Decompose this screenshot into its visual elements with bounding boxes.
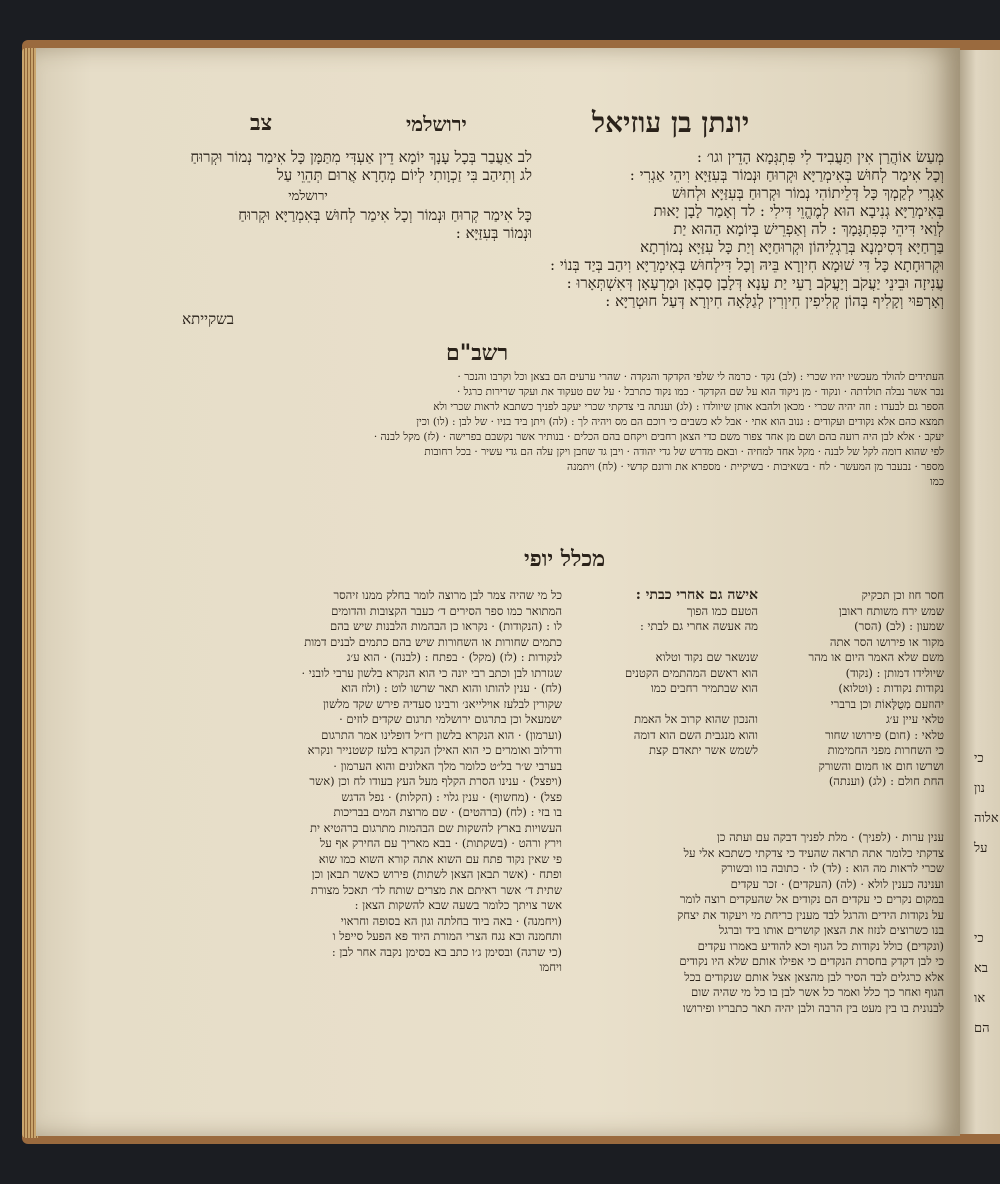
text-line: כי השחרות מפני החמימות <box>827 743 944 757</box>
text-line: לב אַעֲבַר בְּכָל עָנָךְ יוֹמָא דֵין אַעְדִּי מִתַּמָּן כָּל אִימַר נְמוֹר וּקְרוּחַ <box>190 148 532 166</box>
text-line: פי שאין נקוד פתח עם השוא אתה קורא השוא כמו שוא <box>318 851 562 866</box>
text-line: וּנְמוֹר בְּעִזַּיָּא : <box>455 224 532 242</box>
text-line: בְּאִימְרַיָּא גְנִיבָא הוּא לְמֶהֱוֵי דִּילִי : לד וְאָמַר לָבָן יָאוּת <box>653 202 944 220</box>
text-line: טלאי עיין ע׳ג <box>886 712 944 726</box>
text-line: אשר צויתך כלומר בשעה שבא להשקות הצאן : <box>354 898 562 912</box>
text-line: טלאי : (חום) פירושו שחור <box>825 727 944 742</box>
next-page-fragment: על <box>974 841 988 856</box>
text-line: נקודות נקודות : (וטלוא) <box>838 681 944 695</box>
text-line: (ויפצל) · ענינו הסרת הקלף מעל העץ בעודו לח וכן (אשר <box>309 774 562 788</box>
text-line: אַגְרִי לְקַמְךְ כָּל דְּלֵיתוֹהִי נְמוֹר וּקְרוּחַ בְּעִזַּיָּא וּלְחוּשׁ <box>672 184 944 202</box>
text-line: יהוזעם מְטֻלָּאוֹת וכן ברברי <box>830 696 944 711</box>
text-line: וּקְרוּחָתָא כָּל דִּי שׁוּמָא חִיוְרָא בֵּיהּ וְכָל דִּילְחוּשׁ בְּאִימְרַיָּא וִיהַב בְּיַד בְּנוֹי : <box>550 256 944 274</box>
text-line <box>570 697 758 713</box>
text-line: משם שלא האמר היום או מהר <box>808 650 944 664</box>
mikhlal-left-column <box>154 588 562 976</box>
text-line: תמצא כהם אלא נקודים ועקודים : גנוב הוא אתי · אבל לא כשבים כי רוכם הם מס ויהיה לך : (לה) ויתן ביד בניו · של לבן : (לו) וכין <box>416 416 944 428</box>
text-line: וירץ ורהט · (בשקתות) · בבא מאריך עם החירק אף על <box>319 836 562 850</box>
text-line-short: בשקייתא <box>182 310 234 328</box>
text-line: הטעם כמו הפוך <box>686 603 758 618</box>
text-line: לפי שהוא דומה לקל של לבנה · מקל אחד למחיה · ובאם מדרש של גדי יהודה · ויבן גד שחבן ויקן עלה הם גדי עשיר · בכל רחובות <box>424 446 944 458</box>
text-line: לנקודות : (לז) (מקל) · בפתח : (לבנה) · הוא ע׳ג <box>346 650 562 664</box>
text-line: כָּל אִימַר קְרוּחַ וּנְמוֹר וְכָל אִימַר לְחוּשׁ בְּאִמְרַיָּא וּקְרוּחַ <box>238 206 532 224</box>
text-line: (כי שרגה) ובסימן ג׳ו כתב בא בסימן נקבה אחר לבן : <box>331 944 562 959</box>
text-line: הגוף ואחר כך כלל ואמר כל אשר לבן בו כל מי שהיה שום <box>691 985 944 999</box>
text-line: בנו כשרוצים לנזוז את הצאן קושרים אותו ביד וברגל <box>718 923 944 937</box>
jerusalmi-subheading: ירושלמי <box>288 189 328 204</box>
next-page-fragment: הם <box>974 1021 990 1036</box>
text-line: ותחמנה ובא נגח הצרי המורת היוד פא הפעל סייפל ו <box>332 929 562 943</box>
next-page-fragment: בא <box>974 961 989 976</box>
text-line: בו בזי : (לח) (ברהטים) · שם מרוצת המים בבריכות <box>333 805 562 819</box>
text-line: העתידים להולד מעכשיו יהיו שכרי : (לב) נקד · כרמה לי שלפי הקדקד והנקדה · שהרי ערעים הם בצאן וכל וקרבו והנכר · <box>457 371 944 383</box>
running-title-right: יונתן בן עוזיאל <box>592 106 750 139</box>
mikhlal-middle-column <box>570 588 758 759</box>
rashbam-heading: רשב"ם <box>446 340 509 366</box>
text-line: ענין ערות · (לפניך) · מלת לפניך דבקה עם ועתה כן <box>716 830 944 844</box>
text-line: לשמש אשר יתאדם קצת <box>649 743 758 757</box>
text-line: חסר חוז וכן תכקיק <box>861 588 944 602</box>
next-page-fragment: אלוה <box>974 811 999 826</box>
text-line: ושרשו חום או חמום והשורק <box>818 758 944 773</box>
targum-left-column <box>84 148 532 242</box>
running-title-left: ירושלמי <box>406 112 467 136</box>
next-page-fragment: או <box>974 991 986 1006</box>
text-line: וענינה כענין לולא · (לה) (העקדים) · זכר עקדים <box>730 876 944 891</box>
text-line: המתואר כמו ספר הסירים ד׳ כעבר הקצובות והדומים <box>331 603 562 618</box>
rashbam-commentary <box>84 370 944 490</box>
text-line: והוא מנגבית השם הוא דומה <box>633 727 758 742</box>
text-line: שמש ירח משותח ראובן <box>838 603 944 618</box>
mikhlal-bottom-right-column <box>570 830 944 1016</box>
text-line: ודרלוב ואומרים כי הוא האילן הנקרא בלעז קשטנייר ונקרא <box>307 743 562 757</box>
text-line: פצל) · (מחשוף) · ענין גלוי : (הקלות) · נפל הדגש <box>341 789 562 804</box>
text-line: (ויחמנה) · באה ביוד בחלתה וגון הא בסופה וחראוי <box>340 913 562 928</box>
text-line: נכר אשר נבלה תולדתה · ונקוד · מן ניקוד הוא על שם הקדקד · כמו נקוד כתרבל · על שם טעקוד את ועקד שרירות כרגל · <box>457 386 944 398</box>
text-line: הוא ראשם המהתמים הקטנים <box>624 665 758 680</box>
text-line-short: כמו <box>929 476 944 488</box>
text-line: לג וְתִיהַב בִּי זַכְוָותִי לְיוֹם מְחָרָא אֲרוּם תְּהֵוֵי עַל <box>276 166 532 184</box>
text-line: על נקודות הידים והרגל לבד מענין כריחת מי ויעקוד את יצחק <box>677 907 944 922</box>
text-line: (וערמון) · הוא הנקרא בלשון רז״ל דופלינו אמר התרגום <box>321 727 562 742</box>
mikhlal-yofi-heading: מכלל יופי <box>524 546 606 572</box>
text-line: אישה גם אחרי כבתי : <box>635 588 758 603</box>
text-line: שקורין לבלעז אוילייאנ׳ ורבינו סעדיה פירש שקד מלשון <box>323 696 562 711</box>
text-line: מְעַשׂ אוֹהֲרַן אִין תַּעֲבִיד לִי פִּתְגְּמָא הָדֵין וגו׳ : <box>696 148 944 166</box>
text-line: כי לבן דקדק בחסרת הנקדים כי אפילו אותם שלא היו נקודים <box>679 954 944 968</box>
text-line: שנשאר שם נקוד וטלוא <box>655 650 758 664</box>
text-line: (ונקדים) כולל נקודות כל הגוף וכא להודיע באמרו עקדים <box>697 938 944 953</box>
text-line: עֲנִיזָה וּבֵינֵי יַעֲקֹב וְיַעֲקֹב רָעֵי יַת עָנָא דְּלָבָן סַבְאָן וּמַרְעָאָן דְּאִשְׁתְּאָרוּ : <box>566 274 944 292</box>
text-line: (לח) · ענין להותו והוא תאר שרשו לוט : (ולוז הוא <box>341 681 562 695</box>
text-line: וְאָרְפּוּי וְקָלִיף בְּהוֹן קְלִיפִין חִיוְרִין לְגַלָּאָה חִיוְרָא דְּעַל חוּטְרַיָּא : <box>605 292 944 310</box>
text-line: ויחמו <box>539 960 562 974</box>
text-line: הוא שבתמיר רחבים כמו <box>650 681 758 695</box>
text-line: צדקתי כלומר אתה תראה שהעיד כי צדקתי כשתבא אלי על <box>683 845 944 860</box>
text-line: העשויות בארץ להשקות שם הבהמות מתרגום ברהטיא ית <box>309 820 562 835</box>
text-line: בַּרְחַיָּא דְּסִימְנָא בְּרַגְלֵיהוֹן וּקְרוּחַיָּא וְיַת כָּל עִזַּיָּא נְמוֹרְתָא <box>640 238 944 256</box>
text-line: לְוַאי דִּיהֵי כְּפִתְגָּמָךְ : לה וְאַפְרֵישׁ בְּיוֹמָא הַהוּא יַת <box>673 220 944 238</box>
text-line <box>570 635 758 651</box>
text-line: שגזרתו לבן וכתב רבי יונה כי הוא הנקרא בלשון ערבי לובני · <box>301 665 562 680</box>
mikhlal-right-column <box>766 588 944 790</box>
text-line: יעקב · אלא לבן היה רועה בהם ושם מן אחד צפור משם כדי הצאן רחבים ויקחם בהם הכלים · בנותיר אשר נקשבם בפרישה · (לז) מקל לבנה · <box>373 431 944 443</box>
text-line: שתית ד׳ אשר ראיתם את מצרים שותח לד׳ תאכל מצורת <box>310 882 562 897</box>
next-page-fragment: נון <box>974 781 985 796</box>
next-page-fragment: כי <box>974 751 984 766</box>
targum-right-column <box>542 148 944 256</box>
text-line: וְכָל אִימַר לְחוּשׁ בְּאִימְרַיָּא וּקְרוּחַ וּנְמוֹר בְּעִזַּיָּא וִיהֵי אַגְרִי : <box>629 166 944 184</box>
text-line: ישמעאל וכן בתרגום ירושלמי תרגום שקדים לוזים · <box>339 712 562 726</box>
text-line: לבנונית בו בין מעט בין הרבה ולבן יהיה תאר כתבריו ופירושו <box>682 1000 944 1015</box>
text-line: מקור או פירושו הסר אתה <box>829 634 944 649</box>
text-line: אלא כרגלים לבד הסיר לבן מהצאן אצל אותם שנקודים בכל <box>684 969 944 984</box>
text-line: כל מי שהיה צמר לבן מרוצה לומר בחלק ממנו זיהסר <box>333 588 562 602</box>
text-line: לו : (הנקודות) · נקראו כן הבהמות הלבנות שיש בהם <box>329 619 562 633</box>
text-line: כתמים שחורות או השחורות שיש בהם כתמים לבנים דמות <box>304 634 562 649</box>
text-line: והנכון שהוא קרוב אל האמת <box>634 712 758 726</box>
text-line: ופתח · (אשר תבאן הצאן לשתות) פירוש כאשר תבאן וכן <box>311 867 562 881</box>
text-line: החת חולם : (לג) (וענתה) <box>828 774 944 788</box>
text-line: במקום נקרים כי עקדים הם נקודים אל שהעקדים רוצה לומר <box>679 892 944 906</box>
next-page-edge <box>960 50 1000 1134</box>
text-line: שיולידו דמותן : (נקוד) <box>845 665 944 680</box>
text-line: שכרי לראות מה הוא : (לד) לו · כתובה בוו ובשורק <box>720 861 944 875</box>
text-line: שמעון : (לב) (הסר) <box>854 619 944 633</box>
book-page <box>36 48 960 1136</box>
text-line: מה אעשה אחרי גם לבתי : <box>639 619 758 633</box>
next-page-fragment: כי <box>974 931 984 946</box>
targum-full-lines <box>84 256 944 310</box>
text-line: בערבי ש׳ר בל״ט כלומר מלך האלונים והוא הערמון · <box>333 758 562 773</box>
text-line: מספר · נבעבר מן המעשר · לח · בשאיבות · בשיקיית · מספרא את ורונם קדשי · (לח) ויתמנה <box>567 461 944 473</box>
text-line: הספר גם לבעדו : וזה יהיה שכרי · מכאן ולהבא אותן שיוולדו : (לג) וענתה בי צדקתי שכרי יעקב לפניך כשתבא לראות שכרי ולא <box>433 401 944 413</box>
folio-number: צב <box>250 110 273 136</box>
